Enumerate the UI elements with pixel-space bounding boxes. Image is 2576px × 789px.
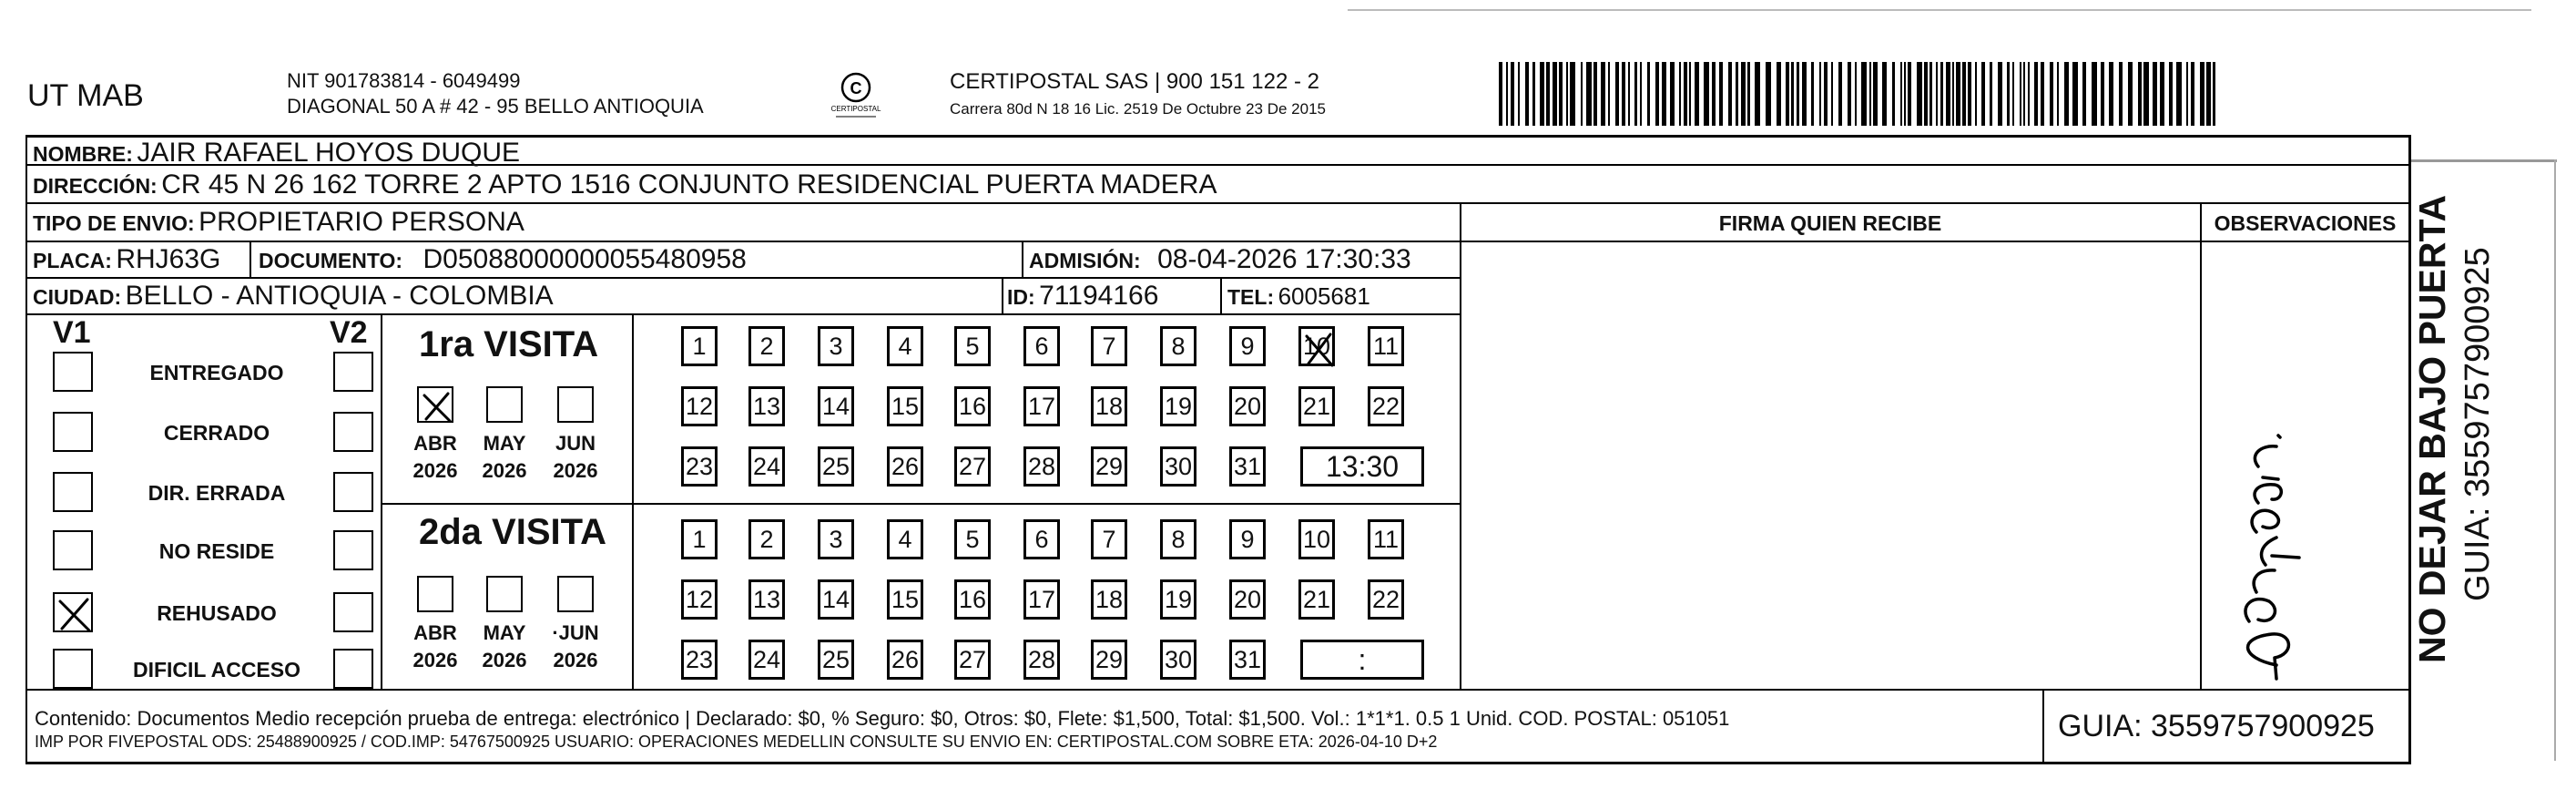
day-box[interactable]: 10	[1298, 519, 1335, 559]
day-box[interactable]: 6	[1023, 326, 1060, 366]
month-checkbox[interactable]	[486, 576, 523, 612]
day-box[interactable]: 17	[1023, 579, 1060, 620]
day-box[interactable]: 1	[681, 519, 718, 559]
status-label: CERRADO	[163, 421, 270, 445]
firma-header: FIRMA QUIEN RECIBE	[1718, 211, 1942, 235]
day-box[interactable]: 8	[1160, 519, 1196, 559]
day-box[interactable]: 15	[887, 579, 923, 620]
month-checkbox[interactable]	[557, 576, 594, 612]
day-box[interactable]: 2	[748, 326, 785, 366]
day-box[interactable]: 31	[1229, 446, 1266, 487]
v2-checkbox[interactable]	[333, 352, 373, 392]
status-label: DIR. ERRADA	[148, 481, 286, 505]
month-label: ·JUN 2026	[552, 621, 599, 671]
month-label: ABR 2026	[412, 621, 458, 671]
admision-label: ADMISIÓN:	[1029, 249, 1141, 272]
month-label: MAY 2026	[482, 432, 527, 482]
visit-time-box[interactable]: 13:30	[1300, 446, 1424, 487]
company-license: Carrera 80d N 18 16 Lic. 2519 De Octubre 23 De 2015	[950, 100, 1326, 118]
day-box[interactable]: 12	[681, 386, 718, 426]
day-box[interactable]: 6	[1023, 519, 1060, 559]
month-label: MAY 2026	[482, 621, 527, 671]
v1-checkbox[interactable]	[53, 352, 93, 392]
month-label: JUN 2026	[553, 432, 598, 482]
day-box[interactable]: 11	[1368, 326, 1404, 366]
day-box[interactable]: 7	[1091, 326, 1127, 366]
id-value: 71194166	[1039, 281, 1159, 311]
day-box[interactable]: 20	[1229, 386, 1266, 426]
sender-nit: NIT 901783814 - 6049499	[287, 69, 521, 92]
day-box[interactable]: 5	[954, 326, 991, 366]
day-box[interactable]: 19	[1160, 579, 1196, 620]
tel-value: 6005681	[1278, 282, 1370, 310]
ciudad-value: BELLO - ANTIOQUIA - COLOMBIA	[125, 281, 554, 311]
ciudad-label: CIUDAD:	[33, 285, 122, 309]
observation-handwritten	[2222, 419, 2322, 683]
day-box[interactable]: 19	[1160, 386, 1196, 426]
day-box[interactable]: 21	[1298, 579, 1335, 620]
visit-time-box[interactable]: :	[1300, 640, 1424, 680]
status-label: NO RESIDE	[158, 539, 275, 563]
day-box[interactable]: 18	[1091, 386, 1127, 426]
v1-checkbox[interactable]	[53, 472, 93, 512]
day-box[interactable]: 25	[818, 640, 854, 680]
svg-text:CERTIPOSTAL: CERTIPOSTAL	[830, 105, 881, 113]
footer-line1: Contenido: Documentos Medio recepción prueba de entrega: electrónico | Declarado: $0, % Seguro: $0, Otros: $0, Flete: $1,500, Total: $1,500. Vol.: 1*1*1. 0.5 1 Unid. COD. POSTAL: 051051	[35, 707, 1730, 730]
day-box[interactable]: 29	[1091, 640, 1127, 680]
day-box[interactable]: 10	[1298, 326, 1335, 366]
month-checkbox[interactable]	[417, 386, 453, 423]
v1-checkbox[interactable]	[53, 592, 93, 632]
day-box[interactable]: 4	[887, 326, 923, 366]
month-checkbox[interactable]	[557, 386, 594, 423]
day-box[interactable]: 13	[748, 386, 785, 426]
sender-name: UT MAB	[27, 78, 144, 113]
v2-checkbox[interactable]	[333, 592, 373, 632]
documento-label: DOCUMENTO:	[259, 249, 403, 272]
day-box[interactable]: 24	[748, 446, 785, 487]
company-name: CERTIPOSTAL SAS | 900 151 122 - 2	[950, 69, 1319, 94]
day-box[interactable]: 14	[818, 386, 854, 426]
day-box[interactable]: 25	[818, 446, 854, 487]
status-label: ENTREGADO	[149, 361, 284, 384]
day-box[interactable]: 27	[954, 640, 991, 680]
visit1-title: 1ra VISITA	[419, 324, 599, 364]
barcode	[1499, 62, 2227, 126]
day-box[interactable]: 9	[1229, 326, 1266, 366]
day-box[interactable]: 16	[954, 579, 991, 620]
v2-label: V2	[330, 315, 368, 350]
day-box[interactable]: 4	[887, 519, 923, 559]
visit2-title: 2da VISITA	[419, 512, 606, 552]
month-checkbox[interactable]	[417, 576, 453, 612]
documento-value: D05088000000055480958	[423, 244, 747, 274]
day-box[interactable]: 1	[681, 326, 718, 366]
day-box[interactable]: 13	[748, 579, 785, 620]
tipo-envio-label: TIPO DE ENVIO:	[33, 211, 195, 235]
v1-checkbox[interactable]	[53, 530, 93, 570]
side-warning: NO DEJAR BAJO PUERTA	[2411, 194, 2453, 663]
day-box[interactable]: 17	[1023, 386, 1060, 426]
admision-value: 08-04-2026 17:30:33	[1157, 244, 1411, 274]
day-box[interactable]: 16	[954, 386, 991, 426]
status-label: DIFICIL ACCESO	[132, 658, 300, 681]
month-checkbox[interactable]	[486, 386, 523, 423]
day-box[interactable]: 11	[1368, 519, 1404, 559]
placa-value: RHJ63G	[116, 244, 221, 274]
month-label: ABR 2026	[412, 432, 458, 482]
day-box[interactable]: 24	[748, 640, 785, 680]
day-box[interactable]: 22	[1368, 386, 1404, 426]
direccion-label: DIRECCIÓN:	[33, 174, 158, 198]
footer-guia: GUIA: 3559757900925	[2058, 709, 2375, 743]
day-box[interactable]: 27	[954, 446, 991, 487]
day-box[interactable]: 3	[818, 519, 854, 559]
tel-label: TEL:	[1227, 285, 1275, 309]
day-box[interactable]: 29	[1091, 446, 1127, 487]
id-label: ID:	[1007, 285, 1035, 309]
day-box[interactable]: 2	[748, 519, 785, 559]
v2-checkbox[interactable]	[333, 649, 373, 689]
day-box[interactable]: 8	[1160, 326, 1196, 366]
v2-checkbox[interactable]	[333, 412, 373, 452]
nombre-value: JAIR RAFAEL HOYOS DUQUE	[137, 138, 520, 168]
direccion-value: CR 45 N 26 162 TORRE 2 APTO 1516 CONJUNTO RESIDENCIAL PUERTA MADERA	[161, 169, 1217, 200]
placa-label: PLACA:	[33, 249, 112, 272]
day-box[interactable]: 12	[681, 579, 718, 620]
day-box[interactable]: 14	[818, 579, 854, 620]
day-box[interactable]: 22	[1368, 579, 1404, 620]
certipostal-logo	[829, 67, 883, 120]
day-box[interactable]: 28	[1023, 446, 1060, 487]
day-box[interactable]: 18	[1091, 579, 1127, 620]
day-box[interactable]: 3	[818, 326, 854, 366]
day-box[interactable]: 30	[1160, 640, 1196, 680]
day-box[interactable]: 9	[1229, 519, 1266, 559]
day-box[interactable]: 31	[1229, 640, 1266, 680]
day-box[interactable]: 7	[1091, 519, 1127, 559]
day-box[interactable]: 5	[954, 519, 991, 559]
v1-label: V1	[53, 315, 91, 350]
sender-address: DIAGONAL 50 A # 42 - 95 BELLO ANTIOQUIA	[287, 95, 704, 118]
observaciones-header: OBSERVACIONES	[2214, 211, 2397, 235]
day-box[interactable]: 26	[887, 446, 923, 487]
day-box[interactable]: 23	[681, 446, 718, 487]
day-box[interactable]: 23	[681, 640, 718, 680]
day-box[interactable]: 26	[887, 640, 923, 680]
side-guia: GUIA: 3559757900925	[2459, 247, 2497, 601]
day-box[interactable]: 20	[1229, 579, 1266, 620]
day-box[interactable]: 28	[1023, 640, 1060, 680]
nombre-label: NOMBRE:	[33, 142, 133, 166]
v1-checkbox[interactable]	[53, 412, 93, 452]
day-box[interactable]: 21	[1298, 386, 1335, 426]
day-box[interactable]: 15	[887, 386, 923, 426]
status-label: REHUSADO	[157, 601, 277, 625]
tipo-envio-value: PROPIETARIO PERSONA	[199, 207, 524, 237]
svg-text:C: C	[850, 79, 862, 97]
v2-checkbox[interactable]	[333, 530, 373, 570]
day-box[interactable]: 30	[1160, 446, 1196, 487]
footer-line2: IMP POR FIVEPOSTAL ODS: 25488900925 / COD.IMP: 54767500925 USUARIO: OPERACIONES MEDELLIN CONSULTE SU ENVIO EN: CERTIPOSTAL.COM SOBRE ETA: 2026-04-10 D+2	[35, 733, 1438, 751]
v1-checkbox[interactable]	[53, 649, 93, 689]
v2-checkbox[interactable]	[333, 472, 373, 512]
